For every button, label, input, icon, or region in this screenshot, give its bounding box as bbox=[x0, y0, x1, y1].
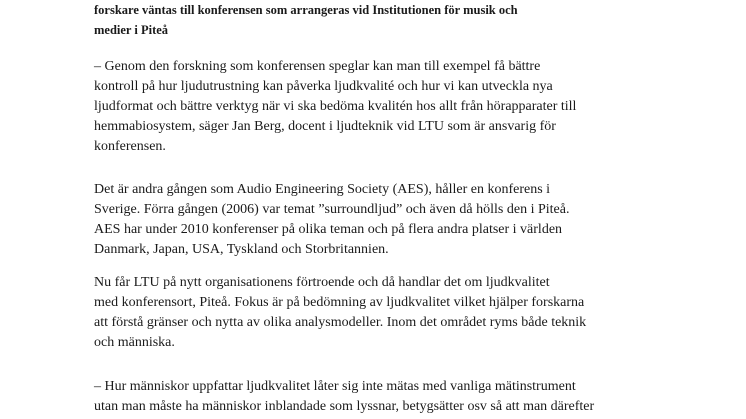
paragraph-line: Nu får LTU på nytt organisationens förtroende och då handlar det om ljudkvalitet bbox=[94, 275, 550, 290]
paragraph-line: AES har under 2010 konferenser på olika teman och på flera andra platser i världen bbox=[94, 222, 563, 237]
paragraph-line: Danmark, Japan, USA, Tyskland och Storbritannien. bbox=[94, 242, 389, 257]
body-paragraph-quote-berg bbox=[94, 57, 694, 157]
lead-paragraph bbox=[94, 0, 694, 40]
body-paragraph-aes bbox=[94, 180, 694, 260]
paragraph-line: med konferensort, Piteå. Fokus är på bedömning av ljudkvalitet vilket hjälper forskarna bbox=[94, 295, 585, 310]
paragraph-line: hemmabiosystem, säger Jan Berg, docent i ljudteknik vid LTU som är ansvarig för bbox=[94, 119, 556, 134]
paragraph-line: och människa. bbox=[94, 335, 175, 350]
paragraph-line: att förstå gränser och nytta av olika analysmodeller. Inom det området ryms både teknik bbox=[94, 315, 587, 330]
paragraph-line: konferensen. bbox=[94, 139, 166, 154]
paragraph-line: utan man måste ha människor inblandade som lyssnar, betygsätter osv så att man därefter bbox=[94, 399, 595, 414]
paragraph-line: kontroll på hur ljudutrustning kan påverka ljudkvalité och hur vi kan utveckla nya bbox=[94, 79, 553, 94]
paragraph-line: Sverige. Förra gången (2006) var temat ”surroundljud” och även då hölls den i Piteå. bbox=[94, 202, 570, 217]
paragraph-line: – Genom den forskning som konferensen speglar kan man till exempel få bättre bbox=[94, 59, 541, 74]
body-paragraph-ltu bbox=[94, 273, 694, 353]
paragraph-line: ljudformat och bättre verktyg när vi ska bedöma kvalitén hos allt från hörapparater till bbox=[94, 99, 577, 114]
lead-line: forskare väntas till konferensen som arrangeras vid Institutionen för musik och bbox=[94, 3, 518, 17]
paragraph-line: Det är andra gången som Audio Engineering Society (AES), håller en konferens i bbox=[94, 182, 551, 197]
paragraph-line: – Hur människor uppfattar ljudkvalitet låter sig inte mätas med vanliga mätinstrument bbox=[94, 379, 576, 394]
body-paragraph-quote-perception bbox=[94, 377, 694, 417]
lead-line: medier i Piteå bbox=[94, 23, 169, 37]
